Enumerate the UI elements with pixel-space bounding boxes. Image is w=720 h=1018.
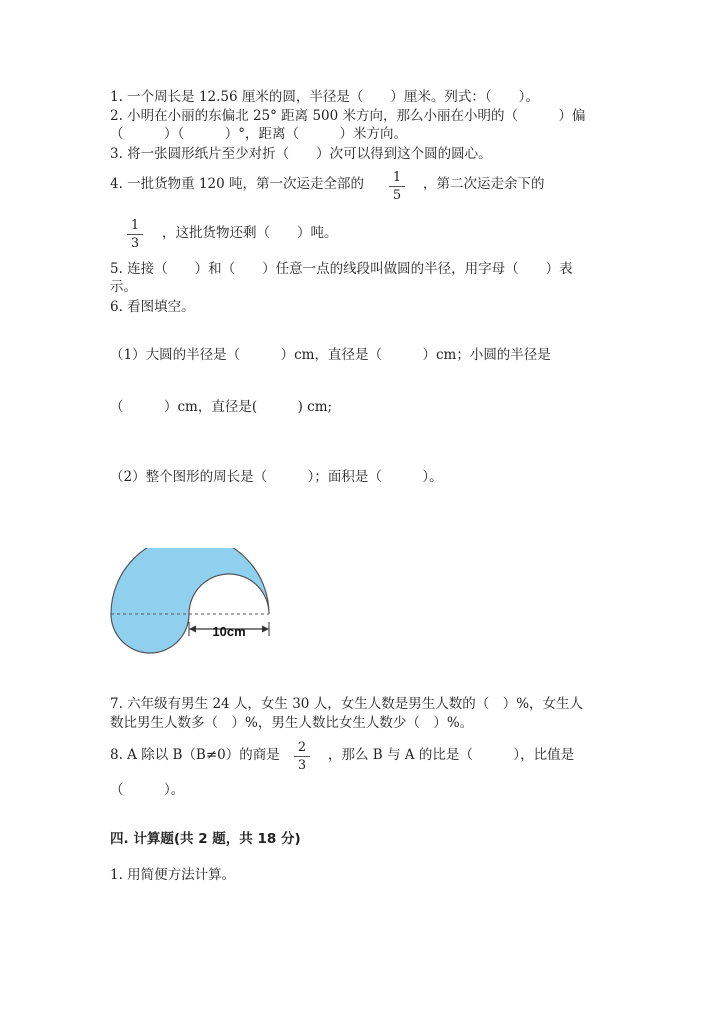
fraction-two-thirds — [292, 740, 312, 773]
fraction-one-third — [125, 218, 145, 251]
fraction-bar — [127, 234, 143, 235]
section-4-title: 四. 计算题(共 2 题，共 18 分) — [110, 831, 301, 847]
question-8-line-2: （ ）。 — [110, 782, 185, 798]
question-4-text-b: ，第二次运走余下的 — [423, 176, 545, 192]
section-4-question-1: 1. 用简便方法计算。 — [110, 867, 236, 883]
dimension-label: 10cm — [212, 624, 246, 639]
question-4-text-a: 4. 一批货物重 120 吨，第一次运走全部的 — [110, 176, 365, 192]
fraction-numerator: 1 — [392, 170, 402, 185]
fraction-denominator: 5 — [392, 188, 402, 203]
question-7-line-1: 7. 六年级有男生 24 人，女生 30 人，女生人数是男生人数的（ ）%，女生人 — [110, 696, 584, 712]
fraction-numerator: 2 — [297, 740, 307, 755]
question-2-line-2: （ ）（ ）°，距离（ ）米方向。 — [110, 126, 407, 142]
question-3: 3. 将一张圆形纸片至少对折（ ）次可以得到这个圆的圆心。 — [110, 146, 492, 162]
fraction-bar — [389, 186, 405, 187]
question-6: 6. 看图填空。 — [110, 299, 195, 315]
circle-figure — [108, 548, 280, 658]
fraction-denominator: 3 — [130, 236, 140, 251]
question-5-line-1: 5. 连接（ ）和（ ）任意一点的线段叫做圆的半径，用字母（ ）表 — [110, 261, 573, 277]
question-1: 1. 一个周长是 12.56 厘米的圆，半径是（ ）厘米。列式：（ ）。 — [110, 89, 539, 105]
fraction-bar — [294, 756, 310, 757]
fraction-one-fifth — [387, 170, 407, 203]
arrow-right-icon — [262, 626, 269, 633]
question-5-line-2: 示。 — [110, 279, 137, 295]
question-6-part-1-line-1: （1）大圆的半径是（ ）cm，直径是（ ）cm；小圆的半径是 — [110, 347, 551, 363]
fraction-denominator: 3 — [297, 758, 307, 773]
question-8-text-a: 8. A 除以 B（B≠0）的商是 — [110, 747, 280, 763]
question-7-line-2: 数比男生人数多（ ）%，男生人数比女生人数少（ ）%。 — [110, 715, 474, 731]
fraction-numerator: 1 — [130, 218, 140, 233]
question-2-line-1: 2. 小明在小丽的东偏北 25° 距离 500 米方向，那么小丽在小明的（ ）偏 — [110, 108, 586, 124]
question-6-part-1-line-2: （ ）cm，直径是( ) cm; — [110, 399, 333, 415]
question-6-part-2: （2）整个图形的周长是（ ）；面积是（ ）。 — [110, 469, 443, 485]
arrow-left-icon — [189, 626, 196, 633]
question-4-text-c: ，这批货物还剩（ ）吨。 — [162, 225, 338, 241]
question-8-text-b: ，那么 B 与 A 的比是（ ），比值是 — [328, 747, 575, 763]
